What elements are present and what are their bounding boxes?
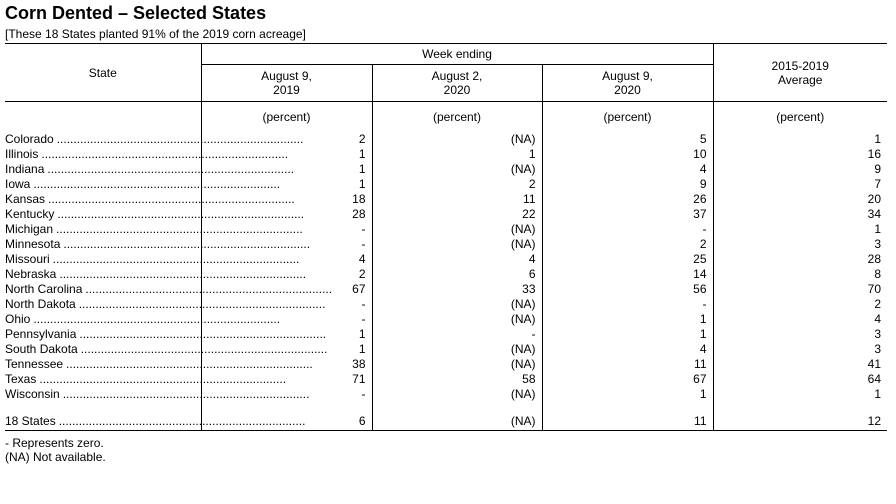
table-row (5, 222, 887, 237)
table-row (5, 147, 887, 162)
value-cell: 1 (542, 387, 713, 402)
state-name: Ohio (5, 312, 33, 326)
value-cell: - (542, 222, 713, 237)
state-cell: Colorado.......................................................................... (5, 132, 304, 146)
value-cell: (NA) (372, 312, 542, 327)
unit-row (5, 102, 887, 133)
value-cell: - (201, 237, 372, 252)
crop-progress-table (5, 43, 887, 431)
value-cell: 14 (542, 267, 713, 282)
value-cell: (NA) (372, 387, 542, 402)
value-cell: 4 (542, 162, 713, 177)
value-cell: 11 (372, 192, 542, 207)
average-column-header: 2015-2019 Average (713, 44, 887, 102)
aug2-2020-column-header: August 2, 2020 (372, 65, 542, 102)
table-row (5, 387, 887, 402)
state-name: Texas (5, 372, 39, 386)
table-row (5, 282, 887, 297)
value-cell: 1 (713, 387, 887, 402)
value-cell: 33 (372, 282, 542, 297)
value-cell: (NA) (372, 237, 542, 252)
table-row (5, 162, 887, 177)
value-cell: 67 (201, 282, 372, 297)
state-cell: North Dakota.......................................................................... (5, 297, 326, 311)
value-cell: 56 (542, 282, 713, 297)
state-cell: Wisconsin.......................................................................... (5, 387, 310, 401)
state-name: Pennsylvania (5, 327, 79, 341)
table-subtitle: [These 18 States planted 91% of the 2019 corn acreage] (5, 27, 306, 41)
aug9-2020-column-header: August 9, 2020 (542, 65, 713, 102)
value-cell: 2 (201, 267, 372, 282)
value-cell: 34 (713, 207, 887, 222)
state-name: North Carolina (5, 282, 85, 296)
value-cell: 1 (542, 312, 713, 327)
value-cell: 22 (372, 207, 542, 222)
value-cell: 1 (542, 327, 713, 342)
value-cell: 2 (201, 132, 372, 147)
value-cell: 58 (372, 372, 542, 387)
table-row (5, 312, 887, 327)
value-cell: (NA) (372, 162, 542, 177)
state-name: Michigan (5, 222, 56, 236)
unit-label: (percent) (713, 102, 887, 133)
state-name: South Dakota (5, 342, 81, 356)
unit-label: (percent) (542, 102, 713, 133)
value-cell: - (201, 297, 372, 312)
value-cell: - (201, 222, 372, 237)
value-cell: 41 (713, 357, 887, 372)
value-cell: (NA) (372, 412, 542, 431)
table-row (5, 267, 887, 282)
value-cell: 28 (201, 207, 372, 222)
state-name: Tennessee (5, 357, 66, 371)
value-cell: 4 (372, 252, 542, 267)
state-name: Indiana (5, 162, 47, 176)
value-cell: - (201, 312, 372, 327)
value-cell: 38 (201, 357, 372, 372)
value-cell: 67 (542, 372, 713, 387)
state-cell: South Dakota.......................................................................... (5, 342, 328, 356)
value-cell: 20 (713, 192, 887, 207)
week-ending-header: Week ending (201, 44, 713, 65)
value-cell: 71 (201, 372, 372, 387)
state-cell: Kansas.......................................................................... (5, 192, 295, 206)
value-cell: - (542, 297, 713, 312)
table-row (5, 372, 887, 387)
table-row (5, 252, 887, 267)
value-cell: 1 (201, 162, 372, 177)
unit-label: (percent) (372, 102, 542, 133)
value-cell: 18 (201, 192, 372, 207)
value-cell: - (201, 387, 372, 402)
state-cell: Texas.......................................................................... (5, 372, 287, 386)
value-cell: 2 (372, 177, 542, 192)
state-cell: Ohio.......................................................................... (5, 312, 281, 326)
value-cell: 25 (542, 252, 713, 267)
value-cell: 70 (713, 282, 887, 297)
table-row (5, 177, 887, 192)
table-row (5, 297, 887, 312)
value-cell: 2 (713, 297, 887, 312)
value-cell: 9 (713, 162, 887, 177)
state-cell: Nebraska.......................................................................... (5, 267, 307, 281)
value-cell: 26 (542, 192, 713, 207)
table-row (5, 357, 887, 372)
value-cell: 1 (201, 177, 372, 192)
aug9-2019-column-header: August 9, 2019 (201, 65, 372, 102)
state-cell: Illinois.......................................................................... (5, 147, 289, 161)
value-cell: 11 (542, 357, 713, 372)
table-row (5, 207, 887, 222)
value-cell: (NA) (372, 132, 542, 147)
value-cell: 11 (542, 412, 713, 431)
value-cell: 8 (713, 267, 887, 282)
state-name: Kansas (5, 192, 48, 206)
state-cell: North Carolina.......................................................................... (5, 282, 333, 296)
value-cell: 10 (542, 147, 713, 162)
value-cell: 1 (713, 132, 887, 147)
value-cell: 64 (713, 372, 887, 387)
table-row (5, 192, 887, 207)
value-cell: 9 (542, 177, 713, 192)
state-column-header: State (88, 65, 117, 80)
state-cell: Indiana.......................................................................... (5, 162, 295, 176)
value-cell: 3 (713, 237, 887, 252)
state-cell: Iowa.......................................................................... (5, 177, 281, 191)
state-name: Kentucky (5, 207, 57, 221)
footnotes (5, 436, 106, 464)
value-cell: 1 (372, 147, 542, 162)
value-cell: 1 (201, 147, 372, 162)
table-row (5, 412, 887, 431)
unit-label: (percent) (201, 102, 372, 133)
value-cell: 4 (542, 342, 713, 357)
value-cell: 5 (542, 132, 713, 147)
state-cell: Minnesota.......................................................................... (5, 237, 311, 251)
state-name: Colorado (5, 132, 57, 146)
value-cell: 12 (713, 412, 887, 431)
value-cell: 1 (201, 327, 372, 342)
value-cell: (NA) (372, 357, 542, 372)
state-cell: Missouri.......................................................................... (5, 252, 300, 266)
value-cell: 6 (201, 412, 372, 431)
value-cell: 28 (713, 252, 887, 267)
value-cell: 3 (713, 327, 887, 342)
state-name: Iowa (5, 177, 33, 191)
state-name: Wisconsin (5, 387, 63, 401)
table-row (5, 237, 887, 252)
value-cell: (NA) (372, 342, 542, 357)
value-cell: 37 (542, 207, 713, 222)
value-cell: 2 (542, 237, 713, 252)
state-cell: Tennessee.......................................................................... (5, 357, 313, 371)
value-cell: 4 (201, 252, 372, 267)
value-cell: 6 (372, 267, 542, 282)
value-cell: 1 (201, 342, 372, 357)
footnote-na: (NA) Not available. (5, 450, 106, 464)
state-cell: Michigan.......................................................................... (5, 222, 303, 236)
table-row (5, 132, 887, 147)
value-cell: 16 (713, 147, 887, 162)
value-cell: 1 (713, 222, 887, 237)
state-name: Minnesota (5, 237, 63, 251)
value-cell: (NA) (372, 297, 542, 312)
state-name: Nebraska (5, 267, 59, 281)
state-name: North Dakota (5, 297, 79, 311)
value-cell: - (372, 327, 542, 342)
table-row (5, 342, 887, 357)
value-cell: 3 (713, 342, 887, 357)
table-title: Corn Dented – Selected States (5, 3, 267, 23)
state-name: Missouri (5, 252, 53, 266)
state-cell: 18 States.......................................................................... (5, 412, 201, 431)
value-cell: 4 (713, 312, 887, 327)
state-cell: Pennsylvania.......................................................................... (5, 327, 327, 341)
state-name: Illinois (5, 147, 41, 161)
state-cell: Kentucky.......................................................................... (5, 207, 305, 221)
table-row (5, 327, 887, 342)
footnote-zero: - Represents zero. (5, 436, 104, 450)
state-name: 18 States (5, 414, 59, 428)
value-cell: 7 (713, 177, 887, 192)
value-cell: (NA) (372, 222, 542, 237)
spacer-row (5, 402, 887, 412)
